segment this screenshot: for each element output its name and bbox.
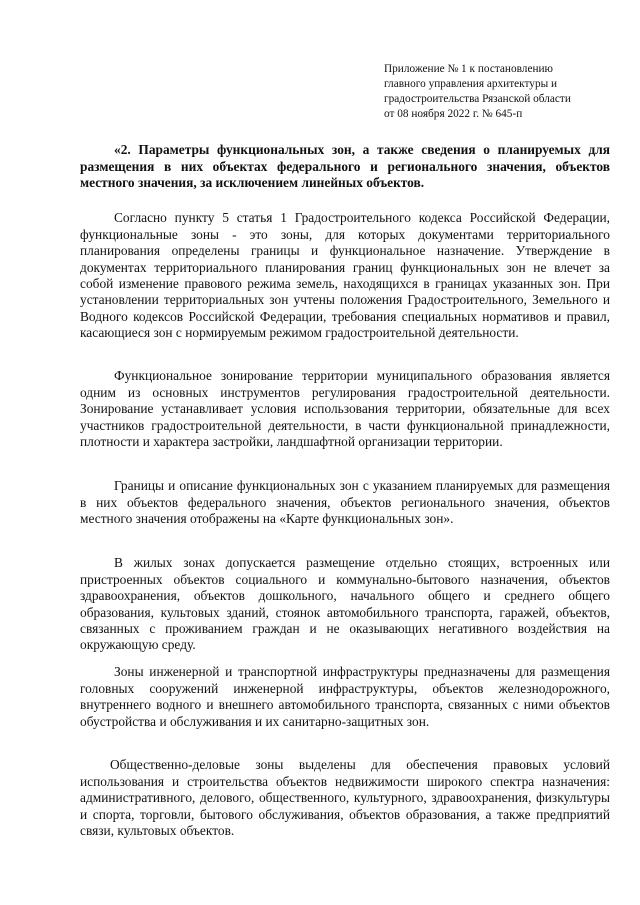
paragraph-zone-map: Границы и описание функциональных зон с указанием планируемых для размещения в них объектов федерального значения, объектов регионального значения, объектов местного значения отображены на «Карте функциональных зон». xyxy=(80,478,610,527)
paragraph-residential-zones: В жилых зонах допускается размещение отдельно стоящих, встроенных или пристроенных объектов социального и коммунально-бытового назначения, объектов здравоохранения, объектов дошкольного, начального общего и среднего общего образования, культовых зданий, стоянок автомобильного транспорта, гаражей, объектов, связанных с проживанием граждан и не оказывающих негативного воздействия на окружающую среду. xyxy=(80,555,610,653)
appendix-line: главного управления архитектуры и xyxy=(384,78,558,90)
paragraph-infrastructure-zones: Зоны инженерной и транспортной инфраструктуры предназначены для размещения головных сооружений инженерной инфраструктуры, объектов железнодорожного, внутреннего водного и внешнего автомобильного транспорта, связанных с ними объектов обустройства и обслуживания и их санитарно-защитных зон. xyxy=(80,664,610,729)
appendix-line: градостроительства Рязанской области xyxy=(384,93,571,105)
section-heading: «2. Параметры функциональных зон, а также сведения о планируемых для размещения в них объектах федерального и регионального значения, объектов местного значения, за исключением линейных объектов. xyxy=(80,142,610,190)
paragraph-zoning-role: Функциональное зонирование территории муниципального образования является одним из основных инструментов регулирования градостроительной деятельности. Зонирование устанавливает условия использования территории, обязательные для всех участников градостроительной деятельности, в части функциональной принадлежности, плотности и характера застройки, ландшафтной организации территории. xyxy=(80,368,610,450)
appendix-line: Приложение № 1 к постановлению xyxy=(384,63,553,75)
appendix-note xyxy=(384,62,624,122)
appendix-line: от 08 ноября 2022 г. № 645-п xyxy=(384,108,523,120)
paragraph-public-business-zones: Общественно-деловые зоны выделены для обеспечения правовых условий использования и строительства объектов недвижимости широкого спектра назначения: административного, делового, общественного, культурного, здравоохранения, физкультуры и спорта, торговли, бытового обслуживания, объектов образования, а также предприятий связи, культовых объектов. xyxy=(80,757,610,839)
paragraph-functional-zones-definition: Согласно пункту 5 статья 1 Градостроительного кодекса Российской Федерации, функциональные зоны - это зоны, для которых документами территориального планирования определены границы и функциональное назначение. Утверждение в документах территориального планирования границ функциональных зон не влечет за собой изменение правового режима земель, находящихся в границах указанных зон. При установлении территориальных зон учтены положения Градостроительного, Земельного и Водного кодексов Российской Федерации, требования специальных нормативов и правил, касающиеся зон с нормируемым режимом градостроительной деятельности. xyxy=(80,210,610,341)
